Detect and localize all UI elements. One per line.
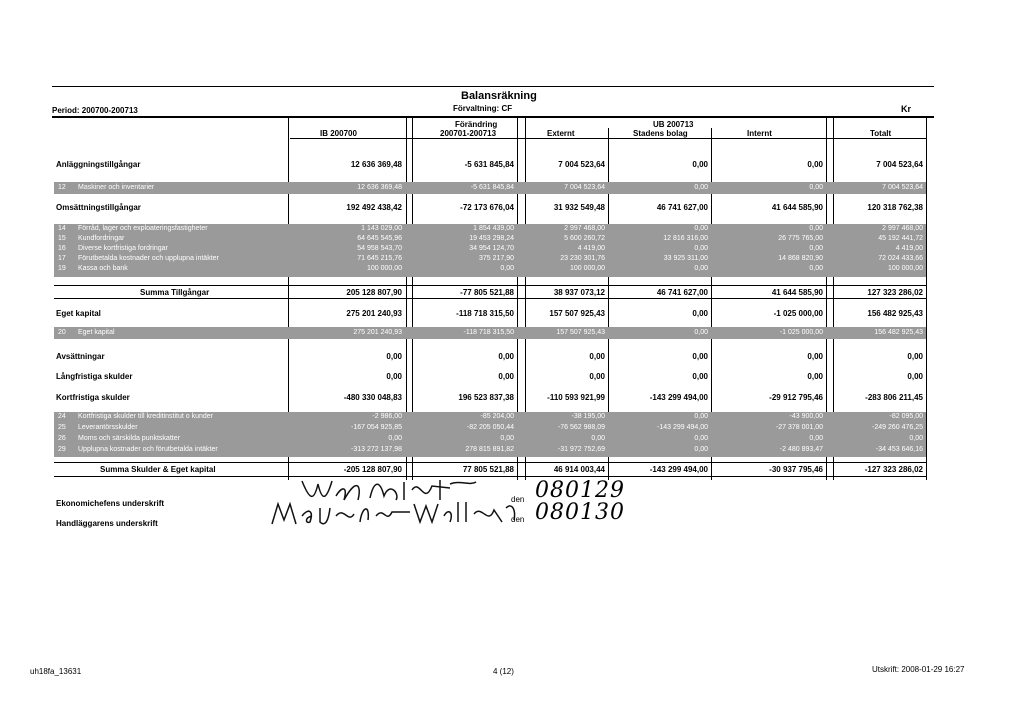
langfristiga-internt: 0,00 xyxy=(807,372,823,381)
eget-change: -118 718 315,50 xyxy=(456,309,514,318)
detail-row-internt: 26 775 765,00 xyxy=(778,235,823,242)
col-ub-header: UB 200713 xyxy=(653,120,694,129)
den1-label: den xyxy=(511,495,525,504)
eget-ib: 275 201 240,93 xyxy=(346,309,402,318)
kortfristiga-change: 196 523 837,38 xyxy=(458,393,514,402)
detail-row-change: -118 718 315,50 xyxy=(463,329,514,336)
detail-row-label: Leverantörsskulder xyxy=(78,424,138,431)
detail-row-label: Förråd, lager och exploateringsfastigheter xyxy=(78,225,208,232)
detail-row-code: 15 xyxy=(58,235,66,242)
omsattning-bolag: 46 741 627,00 xyxy=(656,203,708,212)
col-ib: IB 200700 xyxy=(320,129,357,138)
langfristiga-totalt: 0,00 xyxy=(907,372,923,381)
anlaggning-externt: 7 004 523,64 xyxy=(558,160,605,169)
detail-row-change: 375 217,90 xyxy=(478,255,514,262)
omsattning-externt: 31 932 549,48 xyxy=(553,203,605,212)
detail-row-change: 0,00 xyxy=(500,435,514,442)
summa-tillgangar-externt: 38 937 073,12 xyxy=(553,288,605,297)
detail-row-externt: 0,00 xyxy=(591,435,605,442)
detail-row-internt: 0,00 xyxy=(809,225,823,232)
den2-label: den xyxy=(511,515,525,524)
detail-row-internt: 14 868 820,90 xyxy=(778,255,823,262)
handlaggare-signature-label: Handläggarens underskrift xyxy=(56,519,158,528)
detail-row-totalt: -249 260 476,25 xyxy=(872,424,923,431)
footer-report-id: uh18fa_13631 xyxy=(30,667,82,676)
detail-row-change: 278 815 891,82 xyxy=(465,446,514,453)
detail-row-code: 20 xyxy=(58,329,66,336)
handlaggare-signature xyxy=(268,498,518,534)
detail-row-bolag: 0,00 xyxy=(694,413,708,420)
footer-print-date: Utskrift: 2008-01-29 16:27 xyxy=(872,665,965,674)
detail-row-ib: 12 636 369,48 xyxy=(357,184,402,191)
section-omsattning-label: Omsättningstillgångar xyxy=(56,203,141,212)
detail-row-totalt: 156 482 925,43 xyxy=(874,329,923,336)
detail-row-label: Maskiner och inventarier xyxy=(78,184,155,191)
detail-row-bolag: 0,00 xyxy=(694,225,708,232)
detail-row-externt: 100 000,00 xyxy=(569,265,605,272)
detail-row-ib: 0,00 xyxy=(388,435,402,442)
detail-row-totalt: 100 000,00 xyxy=(887,265,923,272)
summa-tillgangar-bolag: 46 741 627,00 xyxy=(656,288,708,297)
detail-row-code: 29 xyxy=(58,446,66,453)
detail-row-code: 26 xyxy=(58,435,66,442)
detail-row-ib: 54 958 543,70 xyxy=(357,245,402,252)
detail-row-internt: 0,00 xyxy=(809,265,823,272)
detail-row-bolag: 0,00 xyxy=(694,184,708,191)
avsattningar-externt: 0,00 xyxy=(589,352,605,361)
summa-skulder-bolag: -143 299 494,00 xyxy=(649,465,708,474)
col-stadens-bolag: Stadens bolag xyxy=(633,129,688,138)
detail-row-bolag: 0,00 xyxy=(694,446,708,453)
summa-tillgangar-ib: 205 128 807,90 xyxy=(346,288,402,297)
summa-tillgangar-internt: 41 644 585,90 xyxy=(771,288,823,297)
detail-row-totalt: 7 004 523,64 xyxy=(882,184,923,191)
detail-row-externt: 7 004 523,64 xyxy=(564,184,605,191)
detail-row-bolag: 12 816 316,00 xyxy=(663,235,708,242)
summa-skulder-label: Summa Skulder & Eget kapital xyxy=(100,465,216,474)
detail-row-internt: 0,00 xyxy=(809,435,823,442)
summa-tillgangar-change: -77 805 521,88 xyxy=(460,288,514,297)
detail-row-externt: 157 507 925,43 xyxy=(556,329,605,336)
col-change-line1: Förändring xyxy=(455,120,498,129)
detail-row-ib: 275 201 240,93 xyxy=(353,329,402,336)
detail-row-ib: 71 645 215,76 xyxy=(357,255,402,262)
detail-row-change: 19 453 298,24 xyxy=(469,235,514,242)
summa-tillgangar-totalt: 127 323 286,02 xyxy=(867,288,923,297)
avsattningar-ib: 0,00 xyxy=(386,352,402,361)
detail-row-change: 1 854 439,00 xyxy=(473,225,514,232)
detail-row-bolag: 0,00 xyxy=(694,265,708,272)
col-change-line2: 200701-200713 xyxy=(440,129,497,138)
avsattningar-internt: 0,00 xyxy=(807,352,823,361)
kortfristiga-externt: -110 593 921,99 xyxy=(547,393,605,402)
detail-row-totalt: 2 997 468,00 xyxy=(882,225,923,232)
summa-tillgangar-label: Summa Tillgångar xyxy=(140,288,210,297)
summa-skulder-ib: -205 128 807,90 xyxy=(343,465,402,474)
detail-row-bolag: 33 925 311,00 xyxy=(663,255,708,262)
detail-row-ib: -167 054 925,85 xyxy=(351,424,402,431)
period-label: Period: 200700-200713 xyxy=(52,106,138,115)
summa-skulder-externt: 46 914 003,44 xyxy=(553,465,605,474)
avsattningar-bolag: 0,00 xyxy=(692,352,708,361)
anlaggning-ib: 12 636 369,48 xyxy=(350,160,402,169)
section-eget-label: Eget kapital xyxy=(56,309,101,318)
detail-row-externt: 4 419,00 xyxy=(577,245,605,252)
col-externt: Externt xyxy=(547,129,575,138)
detail-row-externt: 23 230 301,76 xyxy=(560,255,605,262)
col-totalt: Totalt xyxy=(870,129,892,138)
omsattning-ib: 192 492 438,42 xyxy=(346,203,402,212)
detail-row-code: 16 xyxy=(58,245,66,252)
detail-row-label: Kundfordringar xyxy=(78,235,125,242)
langfristiga-externt: 0,00 xyxy=(589,372,605,381)
detail-row-label: Förutbetalda kostnader och upplupna intäkter xyxy=(78,255,219,262)
detail-row-internt: -1 025 000,00 xyxy=(779,329,823,336)
detail-row-totalt: 45 192 441,72 xyxy=(878,235,923,242)
eget-internt: -1 025 000,00 xyxy=(773,309,823,318)
detail-row-totalt: -34 453 646,16 xyxy=(875,446,923,453)
kortfristiga-ib: -480 330 048,83 xyxy=(343,393,402,402)
detail-row-ib: -313 272 137,98 xyxy=(351,446,402,453)
summa-skulder-change: 77 805 521,88 xyxy=(462,465,514,474)
detail-row-internt: -27 378 001,00 xyxy=(775,424,823,431)
report-title: Balansräkning xyxy=(461,90,537,102)
section-kortfristiga-label: Kortfristiga skulder xyxy=(56,393,130,402)
detail-row-externt: -31 972 752,69 xyxy=(557,446,605,453)
den1-value: 080129 xyxy=(535,478,625,503)
omsattning-internt: 41 644 585,90 xyxy=(771,203,823,212)
detail-row-code: 19 xyxy=(58,265,66,272)
detail-row-bolag: 0,00 xyxy=(694,329,708,336)
detail-row-code: 14 xyxy=(58,225,66,232)
den2-value: 080130 xyxy=(535,500,625,525)
detail-row-ib: 100 000,00 xyxy=(366,265,402,272)
langfristiga-change: 0,00 xyxy=(498,372,514,381)
summa-skulder-internt: -30 937 795,46 xyxy=(769,465,823,474)
omsattning-totalt: 120 318 762,38 xyxy=(867,203,923,212)
detail-row-totalt: -82 095,00 xyxy=(889,413,923,420)
detail-row-ib: -2 986,00 xyxy=(372,413,402,420)
col-internt: Internt xyxy=(747,129,772,138)
detail-row-internt: -2 480 893,47 xyxy=(779,446,823,453)
kortfristiga-internt: -29 912 795,46 xyxy=(769,393,823,402)
detail-row-totalt: 4 419,00 xyxy=(895,245,923,252)
eget-externt: 157 507 925,43 xyxy=(549,309,605,318)
omsattning-change: -72 173 676,04 xyxy=(460,203,514,212)
report-subtitle: Förvaltning: CF xyxy=(453,104,513,113)
detail-row-externt: 2 997 468,00 xyxy=(564,225,605,232)
detail-row-code: 25 xyxy=(58,424,66,431)
eget-totalt: 156 482 925,43 xyxy=(867,309,923,318)
anlaggning-bolag: 0,00 xyxy=(692,160,708,169)
detail-row-change: -85 204,00 xyxy=(480,413,514,420)
detail-row-label: Moms och särskilda punktskatter xyxy=(78,435,180,442)
detail-row-code: 12 xyxy=(58,184,66,191)
section-avsattningar-label: Avsättningar xyxy=(56,352,105,361)
avsattningar-totalt: 0,00 xyxy=(907,352,923,361)
anlaggning-change: -5 631 845,84 xyxy=(464,160,514,169)
detail-row-label: Upplupna kostnader och förutbetalda intäkter xyxy=(78,446,218,453)
detail-row-internt: -43 900,00 xyxy=(789,413,823,420)
detail-row-externt: -38 195,00 xyxy=(571,413,605,420)
detail-row-internt: 0,00 xyxy=(809,245,823,252)
detail-row-totalt: 72 024 433,66 xyxy=(878,255,923,262)
detail-row-change: -5 631 845,84 xyxy=(470,184,514,191)
summa-skulder-totalt: -127 323 286,02 xyxy=(864,465,923,474)
section-langfristiga-label: Långfristiga skulder xyxy=(56,372,133,381)
detail-row-externt: 5 600 260,72 xyxy=(564,235,605,242)
detail-row-label: Diverse kortfristiga fordringar xyxy=(78,245,168,252)
detail-row-bolag: 0,00 xyxy=(694,435,708,442)
footer-page-number: 4 (12) xyxy=(493,667,514,676)
anlaggning-internt: 0,00 xyxy=(807,160,823,169)
unit-label: Kr xyxy=(901,104,912,114)
detail-row-code: 24 xyxy=(58,413,66,420)
eget-bolag: 0,00 xyxy=(692,309,708,318)
detail-row-code: 17 xyxy=(58,255,66,262)
detail-row-change: 34 954 124,70 xyxy=(469,245,514,252)
detail-row-bolag: -143 299 494,00 xyxy=(657,424,708,431)
langfristiga-bolag: 0,00 xyxy=(692,372,708,381)
kortfristiga-totalt: -283 806 211,45 xyxy=(865,393,923,402)
langfristiga-ib: 0,00 xyxy=(386,372,402,381)
anlaggning-totalt: 7 004 523,64 xyxy=(876,160,923,169)
detail-row-internt: 0,00 xyxy=(809,184,823,191)
ekonomichef-signature-label: Ekonomichefens underskrift xyxy=(56,499,165,508)
detail-row-label: Eget kapital xyxy=(78,329,115,336)
detail-row-bolag: 0,00 xyxy=(694,245,708,252)
detail-row-totalt: 0,00 xyxy=(909,435,923,442)
detail-row-change: 0,00 xyxy=(500,265,514,272)
detail-row-label: Kortfristiga skulder till kreditinstitut o kunder xyxy=(78,413,213,420)
detail-row-externt: -76 562 988,09 xyxy=(557,424,605,431)
detail-row-ib: 1 143 029,00 xyxy=(361,225,402,232)
detail-row-change: -82 205 050,44 xyxy=(466,424,514,431)
kortfristiga-bolag: -143 299 494,00 xyxy=(649,393,708,402)
detail-row-ib: 64 645 545,96 xyxy=(357,235,402,242)
detail-row-label: Kassa och bank xyxy=(78,265,128,272)
section-anlaggning-label: Anläggningstillgångar xyxy=(56,160,141,169)
avsattningar-change: 0,00 xyxy=(498,352,514,361)
